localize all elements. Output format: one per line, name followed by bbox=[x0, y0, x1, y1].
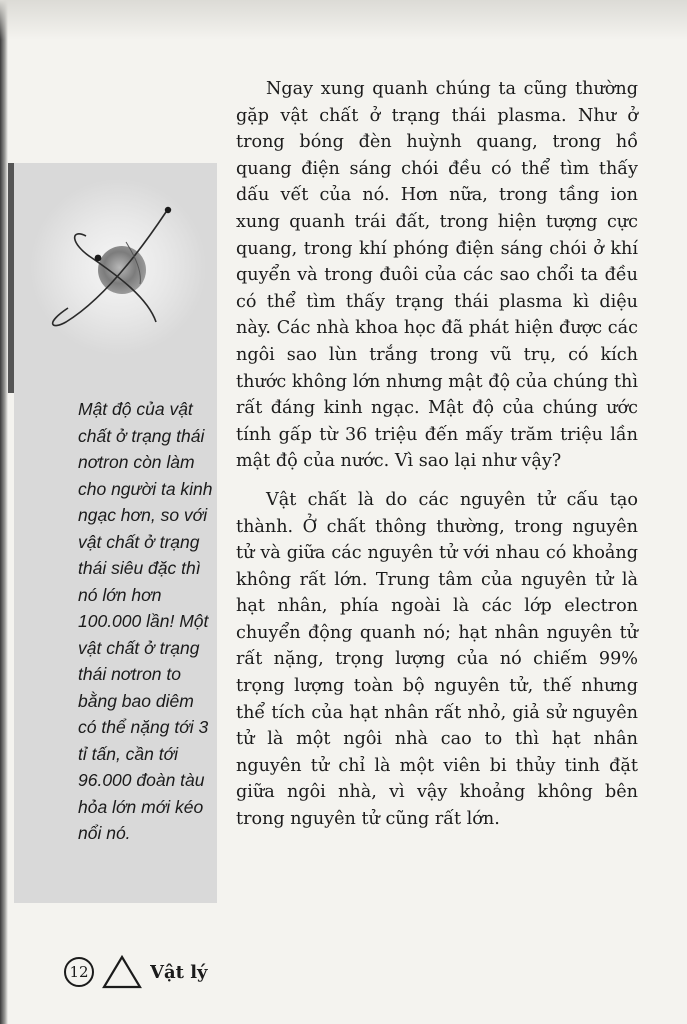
triangle-icon bbox=[102, 955, 142, 989]
main-body-text bbox=[236, 76, 638, 845]
top-shadow bbox=[0, 0, 687, 40]
book-title: Vật lý bbox=[150, 961, 208, 983]
sidebar-caption: Mật độ của vật chất ở trạng thái nơtron còn làm cho người ta kinh ngạc hơn, so với vật chất ở trạng thái siêu đặc thì nó lớn hơn 100.000 lần! Một vật chất ở trạng thái nơtron to bằng bao diêm có thể nặng tới 3 tỉ tấn, cần tới 96.000 đoàn tàu hỏa lớn mới kéo nổi nó. bbox=[78, 399, 213, 843]
page-number: 12 bbox=[64, 957, 94, 987]
page-binding-edge bbox=[0, 0, 8, 1024]
page-footer bbox=[64, 954, 230, 990]
paragraph: Vật chất là do các nguyên tử cấu tạo thành. Ở chất thông thường, trong nguyên tử và giữa các nguyên tử với nhau có khoảng không rất lớn. Trung tâm của nguyên tử là hạt nhân, phía ngoài là các lớp electron chuyển động quanh nó; hạt nhân nguyên tử rất nặng, trọng lượng của nó chiếm 99% trọng lượng toàn bộ nguyên tử, thế nhưng thể tích của hạt nhân rất nhỏ, giả sử nguyên tử là một ngôi nhà cao to thì hạt nhân nguyên tử chỉ là một viên bi thủy tinh đặt giữa ngôi nhà, vì vậy khoảng không bên trong nguyên tử cũng rất lớn. bbox=[236, 489, 638, 830]
atom-icon bbox=[18, 172, 214, 362]
paragraph: Ngay xung quanh chúng ta cũng thường gặp vật chất ở trạng thái plasma. Như ở trong bóng đèn huỳnh quang, trong hồ quang điện sáng chói đều có thể tìm thấy dấu vết của nó. Hơn nữa, trong tầng ion xung quanh trái đất, trong hiện tượng cực quang, trong khí phóng điện sáng chói ở khí quyển và trong đuôi của các sao chổi ta đều có thể tìm thấy trạng thái plasma kì diệu này. Các nhà khoa học đã phát hiện được các ngôi sao lùn trắng trong vũ trụ, có kích thước không lớn nhưng mật độ của chúng thì rất đáng kinh ngạc. Mật độ của chúng ước tính gấp từ 36 triệu đến mấy trăm triệu lần mật độ của nước. Vì sao lại như vậy? bbox=[236, 79, 638, 472]
